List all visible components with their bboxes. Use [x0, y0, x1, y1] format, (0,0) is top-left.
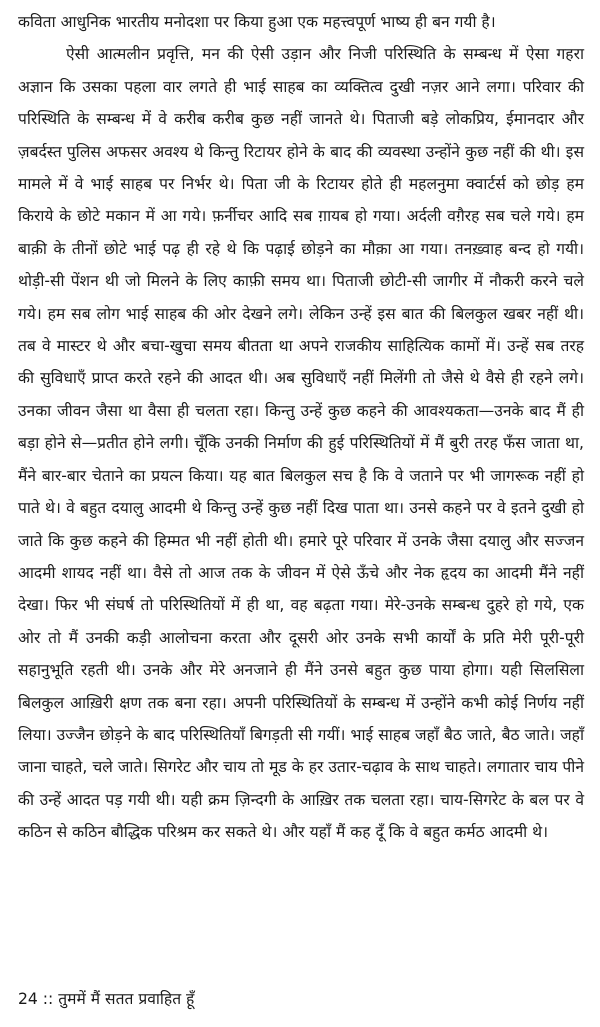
paragraph-main: ऐसी आत्मलीन प्रवृत्ति, मन की ऐसी उड़ान और निजी परिस्थिति के सम्बन्ध में ऐसा गहरा अज्ञान कि उसका पहला वार लगते ही भाई साहब का व्यक्तित्व दुखी नज़र आने लगा। परिवार की परिस्थिति के सम्बन्ध में वे करीब करीब कुछ नहीं जानते थे। पिताजी बड़े लोकप्रिय, ईमानदार और ज़बर्दस्त पुलिस अफसर अवश्य थे किन्तु रिटायर होने के बाद की व्यवस्था उन्होंने कुछ नहीं की थी। इस मामले में वे भाई साहब पर निर्भर थे। पिता जी के रिटायर होते ही महलनुमा क्वार्टर्स को छोड़ हम किराये के छोटे मकान में आ गये। फ़र्नीचर आदि सब ग़ायब हो गया। अर्दली वग़ैरह सब चले गये। हम बाक़ी के तीनों छोटे भाई पढ़ ही रहे थे कि पढ़ाई छोड़ने का मौक़ा आ गया। तनख़्वाह बन्द हो गयी। थोड़ी-सी पेंशन थी जो मिलने के लिए काफ़ी समय था। पिताजी छोटी-सी जागीर में नौकरी करने चले गये। हम सब लोग भाई साहब की ओर देखने लगे। लेकिन उन्हें इस बात की बिलकुल खबर नहीं थी। तब वे मास्टर थे और बचा-खुचा समय बीतता था अपने राजकीय साहित्यिक कामों में। उन्हें सब तरह की सुविधाएँ प्राप्त करते रहने की आदत थी। अब सुविधाएँ नहीं मिलेंगी तो जैसे थे वैसे ही रहने लगे। उनका जीवन जैसा था वैसा ही चलता रहा। किन्तु उन्हें कुछ कहने की आवश्यकता—उनके बाद मैं ही बड़ा होने से—प्रतीत होने लगी। चूँकि उनकी निर्माण की हुई परिस्थितियों में मैं बुरी तरह फँस जाता था, मैंने बार-बार चेताने का प्रयत्न किया। यह बात बिलकुल सच है कि वे जताने पर भी जागरूक नहीं हो पाते थे। वे बहुत दयालु आदमी थे किन्तु उन्हें कुछ नहीं दिख पाता था। उनसे कहने पर वे इतने दुखी हो जाते कि कुछ कहने की हिम्मत भी नहीं होती थी। हमारे पूरे परिवार में उनके जैसा दयालु और सज्जन आदमी शायद नहीं था। वैसे तो आज तक के जीवन में ऐसे ऊँचे और नेक हृदय का आदमी मैंने नहीं देखा। फिर भी संघर्ष तो परिस्थितियों में ही था, वह बढ़ता गया। मेरे-उनके सम्बन्ध दुहरे हो गये, एक ओर तो मैं उनकी कड़ी आलोचना करता और दूसरी ओर उनके सभी कार्यों के प्रति मेरी पूरी-पूरी सहानुभूति रहती थी। उनके और मेरे अनजाने ही मैंने उनसे बहुत कुछ पाया होगा। यही सिलसिला बिलकुल आख़िरी क्षण तक बना रहा। अपनी परिस्थितियों के सम्बन्ध में उन्होंने कभी कोई निर्णय नहीं लिया। उज्जैन छोड़ने के बाद परिस्थितियाँ बिगड़ती सी गयीं। भाई साहब जहाँ बैठ जाते, बैठ जाते। जहाँ जाना चाहते, चले जाते। सिगरेट और चाय तो मूड के हर उतार-चढ़ाव के साथ चाहते। लगातार चाय पीने की उन्हें आदत पड़ गयी थी। यही क्रम ज़िन्दगी के आख़िर तक चलता रहा। चाय-सिगरेट के बल पर वे कठिन से कठिन बौद्धिक परिश्रम कर सकते थे। और यहाँ मैं कह दूँ कि वे बहुत कर्मठ आदमी थे। — [18, 45, 584, 842]
page-footer: 24 :: तुममें मैं सतत प्रवाहित हूँ — [18, 990, 195, 1008]
paragraph-continuation: कविता आधुनिक भारतीय मनोदशा पर किया हुआ एक महत्त्वपूर्ण भाष्य ही बन गयी है। — [18, 13, 496, 31]
